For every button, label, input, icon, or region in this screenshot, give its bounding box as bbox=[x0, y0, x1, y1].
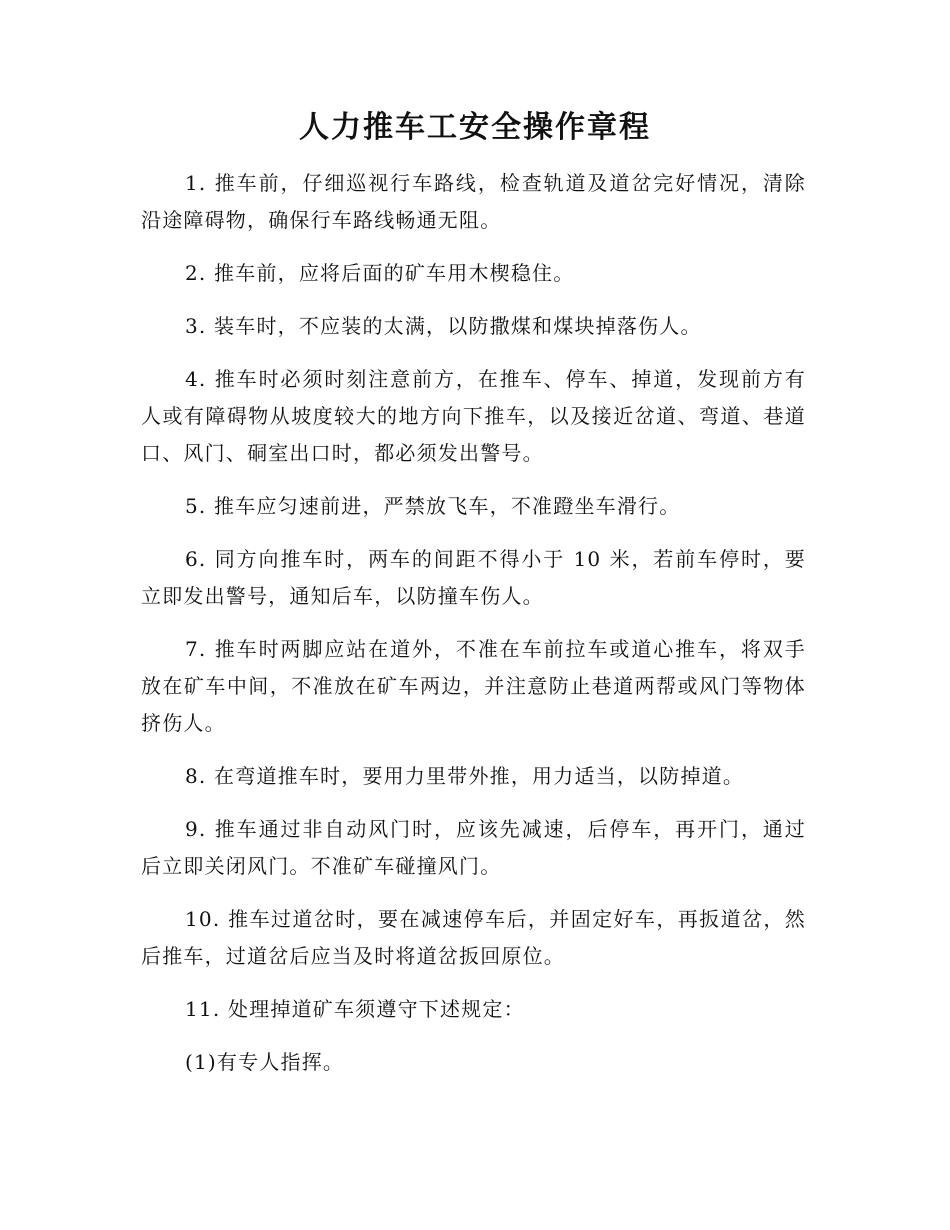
paragraph-5: 5. 推车应匀速前进，严禁放飞车，不准蹬坐车滑行。 bbox=[185, 494, 681, 518]
paragraph-8: 8. 在弯道推车时，要用力里带外推，用力适当，以防掉道。 bbox=[185, 764, 745, 788]
paragraph-7: 7. 推车时两脚应站在道外，不准在车前拉车或道心推车，将双手放在矿车中间，不准放在矿车两边，并注意防止巷道两帮或风门等物体挤伤人。 bbox=[141, 637, 806, 735]
document-body bbox=[141, 165, 806, 1097]
paragraph-4: 4. 推车时必须时刻注意前方，在推车、停车、掉道，发现前方有人或有障碍物从坡度较大的地方向下推车，以及接近岔道、弯道、巷道口、风门、硐室出口时，都必须发出警号。 bbox=[141, 367, 806, 465]
paragraph-6: 6. 同方向推车时，两车的间距不得小于 10 米，若前车停时，要立即发出警号，通知后车，以防撞车伤人。 bbox=[141, 547, 806, 608]
paragraph-2: 2. 推车前，应将后面的矿车用木楔稳住。 bbox=[185, 261, 575, 285]
paragraph-3: 3. 装车时，不应装的太满，以防撒煤和煤块掉落伤人。 bbox=[185, 314, 702, 338]
paragraph-1: 1. 推车前，仔细巡视行车路线，检查轨道及道岔完好情况，清除沿途障碍物，确保行车路线畅通无阻。 bbox=[141, 171, 806, 232]
paragraph-10: 10. 推车过道岔时，要在减速停车后，并固定好车，再扳道岔，然后推车，过道岔后应当及时将道岔扳回原位。 bbox=[141, 907, 806, 968]
paragraph-11: 11. 处理掉道矿车须遵守下述规定： bbox=[185, 997, 525, 1021]
paragraph-12: (1)有专人指挥。 bbox=[185, 1050, 345, 1074]
document-title: 人力推车工安全操作章程 bbox=[299, 110, 651, 145]
paragraph-9: 9. 推车通过非自动风门时，应该先减速，后停车，再开门，通过后立即关闭风门。不准矿车碰撞风门。 bbox=[141, 817, 806, 878]
